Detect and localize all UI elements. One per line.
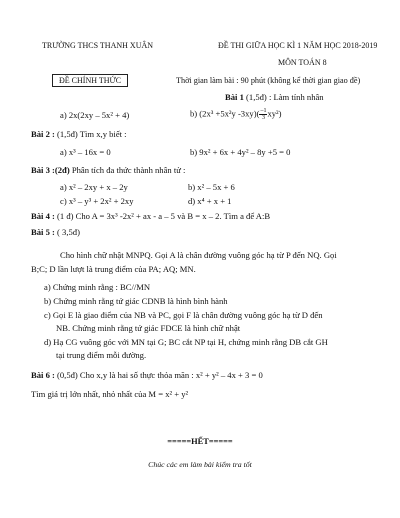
q1-part-a: a) 2x(2xy – 5x² + 4): [60, 110, 130, 120]
school-name: TRƯỜNG THCS THANH XUÂN: [42, 41, 154, 50]
q3-heading: [31, 165, 185, 176]
q3-part-a: a) x² – 2xy + x – 2y: [60, 182, 128, 192]
subject: MÔN TOÁN 8: [278, 58, 327, 67]
official-label: ĐỀ CHÍNH THỨC: [52, 74, 128, 87]
q5-points: ( 3,5đ): [54, 227, 80, 237]
q5-part-c-line-2: NB. Chứng minh rằng tứ giác FDCE là hình chữ nhật: [56, 323, 241, 333]
time-info: Thời gian làm bài : 90 phút (không kể thời gian giao đề): [176, 76, 361, 85]
q1-title: Bài 1: [225, 92, 244, 102]
q1-part-b: [190, 108, 281, 121]
q5-part-d-line-2: tại trung điểm mỗi đường.: [56, 350, 147, 360]
end-mark: =====HẾT=====: [167, 437, 233, 446]
q4-title: Bài 4 :: [31, 211, 55, 221]
q2-points: (1,5đ) Tìm x,y biết :: [54, 129, 127, 139]
q4-line: [31, 211, 270, 222]
q5-heading: [31, 227, 80, 238]
q4-text: (1 đ) Cho A = 3x³ -2x² + ax - a – 5 và B = x – 2. Tìm a để A:B: [54, 211, 271, 221]
q3-part-d: d) x⁴ + x + 1: [188, 196, 232, 206]
q1-b-prefix: b) (2x³ +5x²y -3xy)(: [190, 108, 260, 119]
q3-part-c: c) x³ – y³ + 2x² + 2xy: [60, 196, 134, 206]
q2-part-b: b) 9x² + 6x + 4y² – 8y +5 = 0: [190, 147, 291, 157]
q5-part-b: b) Chứng minh rằng tứ giác CDNB là hình bình hành: [44, 296, 228, 306]
q5-title: Bài 5 :: [31, 227, 55, 237]
q2-heading: [31, 129, 127, 140]
q5-intro-line-1: Cho hình chữ nhật MNPQ. Gọi A là chân đường vuông góc hạ từ P đến NQ. Gọi: [60, 250, 337, 260]
q3-text: Phân tích đa thức thành nhân tử :: [69, 165, 186, 175]
q1-points: (1,5đ) : Làm tính nhân: [246, 92, 324, 102]
q5-part-d-line-1: d) Hạ CG vuông góc với MN tại G; BC cắt NP tại H, chứng minh rằng DB cắt GH: [44, 337, 328, 347]
q5-part-a: a) Chứng minh rằng : BC//MN: [44, 282, 151, 292]
q6-title: Bài 6 :: [31, 370, 55, 380]
q1-heading: [225, 92, 324, 103]
exam-title: ĐỀ THI GIỮA HỌC KÌ 1 NĂM HỌC 2018-2019: [218, 41, 378, 50]
q3-title: Bài 3 :: [31, 165, 55, 175]
q5-part-c-line-1: c) Gọi E là giao điểm của NB và PC, gọi F là chân đường vuông góc hạ từ D đến: [44, 310, 323, 320]
closing-wish: Chúc các em làm bài kiểm tra tốt: [148, 460, 252, 469]
q2-part-a: a) x³ – 16x = 0: [60, 147, 111, 157]
fraction-denominator: 3: [261, 115, 265, 121]
q6-text: (0,5đ) Cho x,y là hai số thực thỏa mãn : x² + y² – 4x + 3 = 0: [54, 370, 263, 380]
q2-title: Bài 2 :: [31, 129, 55, 139]
q5-intro-line-2: B;C; D lần lượt là trung điểm của PA; AQ; MN.: [31, 264, 196, 274]
q3-points: (2đ): [54, 165, 70, 175]
q1-b-suffix: xy²): [267, 108, 282, 119]
q6-line-1: [31, 370, 263, 381]
q3-part-b: b) x² – 5x + 6: [188, 182, 235, 192]
fraction-numerator: –1: [260, 108, 267, 114]
q6-line-2: Tìm giá trị lớn nhất, nhỏ nhất của M = x² + y²: [31, 389, 189, 399]
